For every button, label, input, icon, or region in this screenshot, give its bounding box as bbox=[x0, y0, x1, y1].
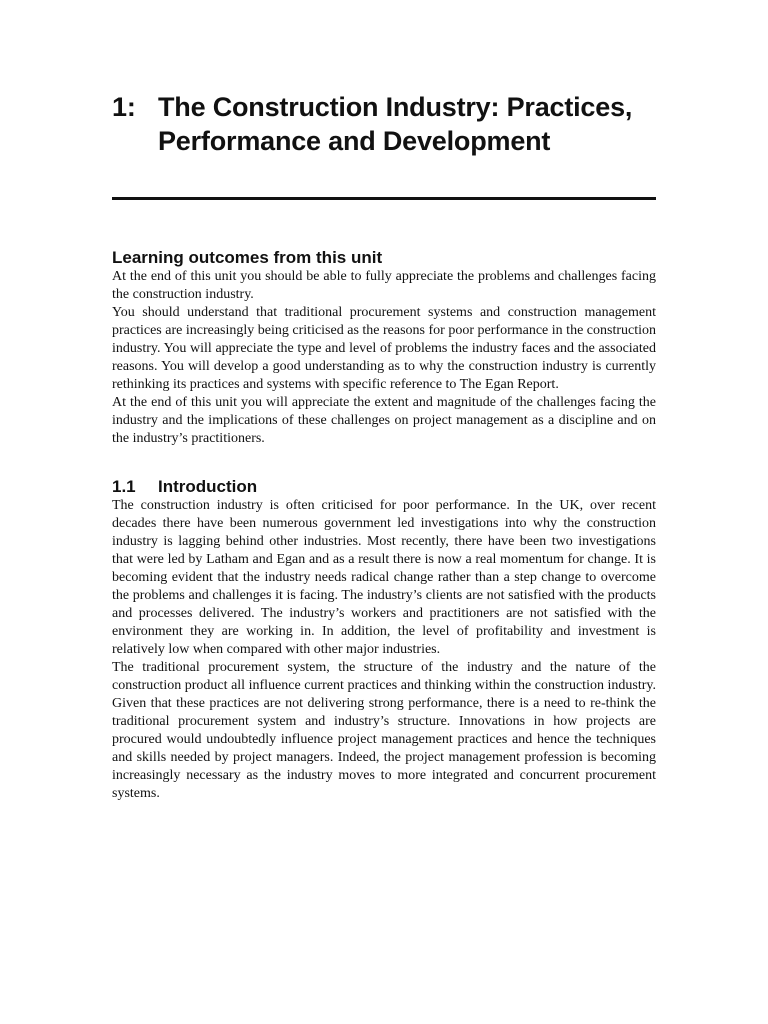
learning-outcomes-paragraph: At the end of this unit you will appreciate the extent and magnitude of the challenges facing the industry and the implications of these challenges on project management as a discipline and on the industry’s practitioners. bbox=[112, 395, 656, 446]
introduction-paragraph: The traditional procurement system, the structure of the industry and the nature of the construction product all influence current practices and thinking within the construction industry. Given that these practices are not delivering strong performance, there is a need to re-think the traditional procurement system and industry’s structure. Innovations in how projects are procured would undoubtedly influence project management practices and hence the techniques and skills needed by project managers. Indeed, the project management profession is becoming increasingly necessary as the industry moves to more integrated and concurrent procurement systems. bbox=[112, 660, 656, 801]
learning-outcomes-paragraph: At the end of this unit you should be able to fully appreciate the problems and challenges facing the construction industry. bbox=[112, 269, 656, 302]
chapter-title: The Construction Industry: Practices, Performance and Development bbox=[158, 92, 633, 156]
learning-outcomes-heading: Learning outcomes from this unit bbox=[112, 248, 383, 267]
chapter-number: 1: bbox=[112, 92, 136, 122]
learning-outcomes-paragraph: You should understand that traditional procurement systems and construction management practices are increasingly being criticised as the reasons for poor performance in the construction industry. You will appreciate the type and level of problems the industry faces and the associated reasons. You will develop a good understanding as to why the construction industry is currently rethinking its practices and systems with specific reference to The Egan Report. bbox=[112, 305, 656, 392]
section-title: Introduction bbox=[158, 477, 258, 496]
chapter-heading bbox=[112, 90, 656, 158]
document-page bbox=[112, 90, 656, 803]
introduction-paragraph: The construction industry is often criticised for poor performance. In the UK, over recent decades there have been numerous government led investigations into why the construction industry is lagging behind other industries. Most recently, there have been two investigations that were led by Latham and Egan and as a result there is now a real momentum for change. It is becoming evident that the industry needs radical change rather than a step change to overcome the problems and challenges it is facing. The industry’s clients are not satisfied with the products and processes delivered. The industry’s workers and practitioners are not satisfied with the environment they are working in. In addition, the level of profitability and investment is relatively low when compared with other major industries. bbox=[112, 498, 656, 657]
section-number: 1.1 bbox=[112, 477, 136, 496]
section-heading-introduction bbox=[112, 477, 656, 497]
horizontal-rule bbox=[112, 197, 656, 200]
